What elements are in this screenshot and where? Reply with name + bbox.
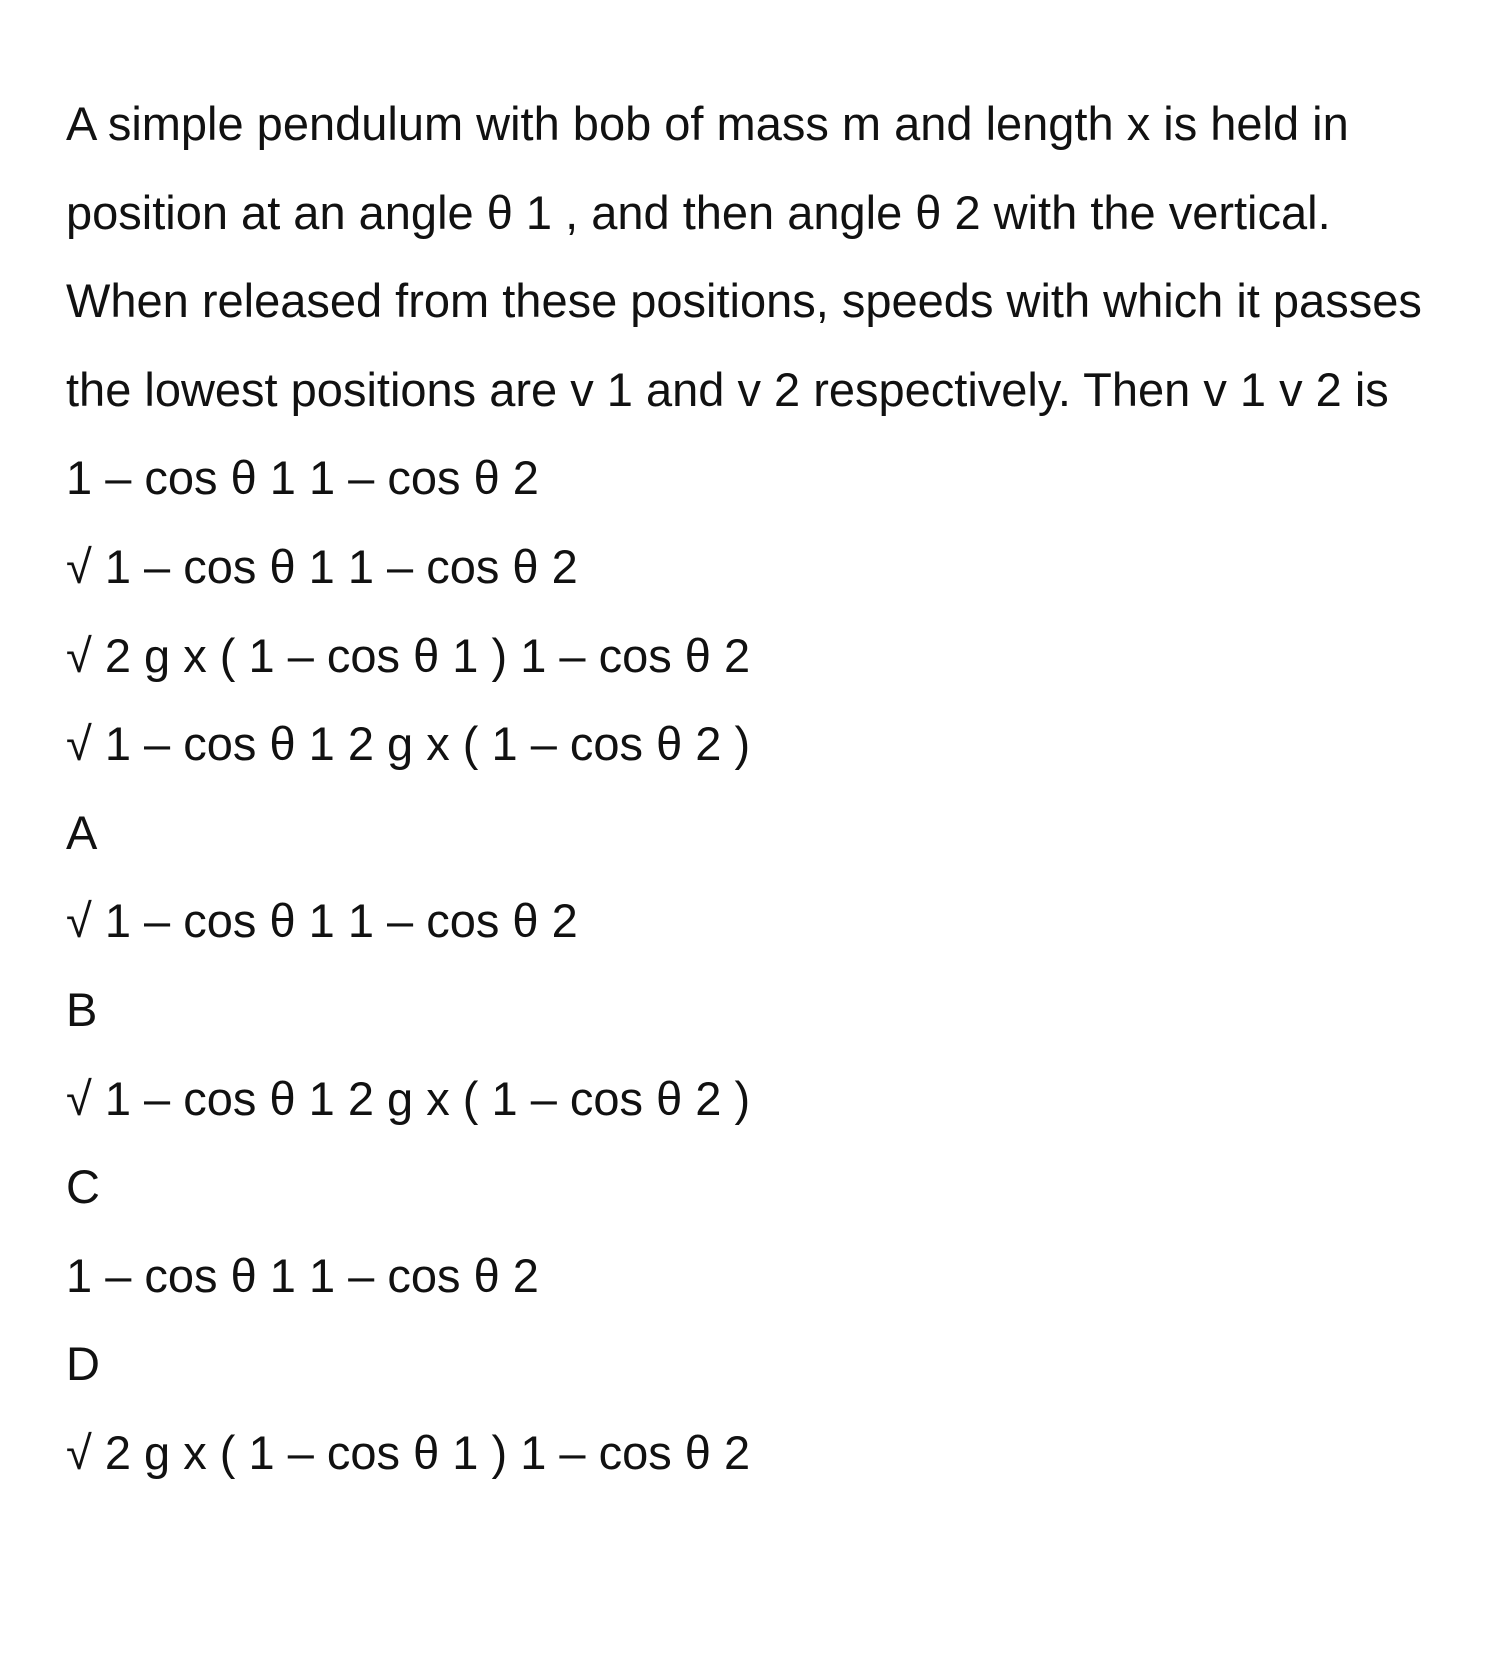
inline-option: √ 1 – cos θ 1 2 g x ( 1 – cos θ 2 ): [66, 717, 751, 771]
option-letter-b[interactable]: B: [66, 982, 98, 1036]
option-letter-c[interactable]: C: [66, 1160, 100, 1214]
inline-option: √ 1 – cos θ 1 1 – cos θ 2: [66, 539, 578, 593]
inline-option: 1 – cos θ 1 1 – cos θ 2: [66, 451, 539, 505]
option-text-a[interactable]: √ 1 – cos θ 1 1 – cos θ 2: [66, 894, 578, 948]
question-text: A simple pendulum with bob of mass m and length x is held in position at an angle θ 1 , and then angle θ 2 with the vertical. When released from these positions, speeds with which it passes the lowest positions are v 1 and v 2 respectively. Then v 1 v 2 is: [66, 97, 1422, 416]
inline-option: √ 2 g x ( 1 – cos θ 1 ) 1 – cos θ 2: [66, 628, 751, 682]
option-text-d[interactable]: √ 2 g x ( 1 – cos θ 1 ) 1 – cos θ 2: [66, 1425, 751, 1479]
question-document: [66, 80, 1446, 1498]
option-text-b[interactable]: √ 1 – cos θ 1 2 g x ( 1 – cos θ 2 ): [66, 1071, 751, 1125]
option-letter-a[interactable]: A: [66, 805, 98, 859]
option-text-c[interactable]: 1 – cos θ 1 1 – cos θ 2: [66, 1248, 539, 1302]
option-letter-d[interactable]: D: [66, 1337, 100, 1391]
